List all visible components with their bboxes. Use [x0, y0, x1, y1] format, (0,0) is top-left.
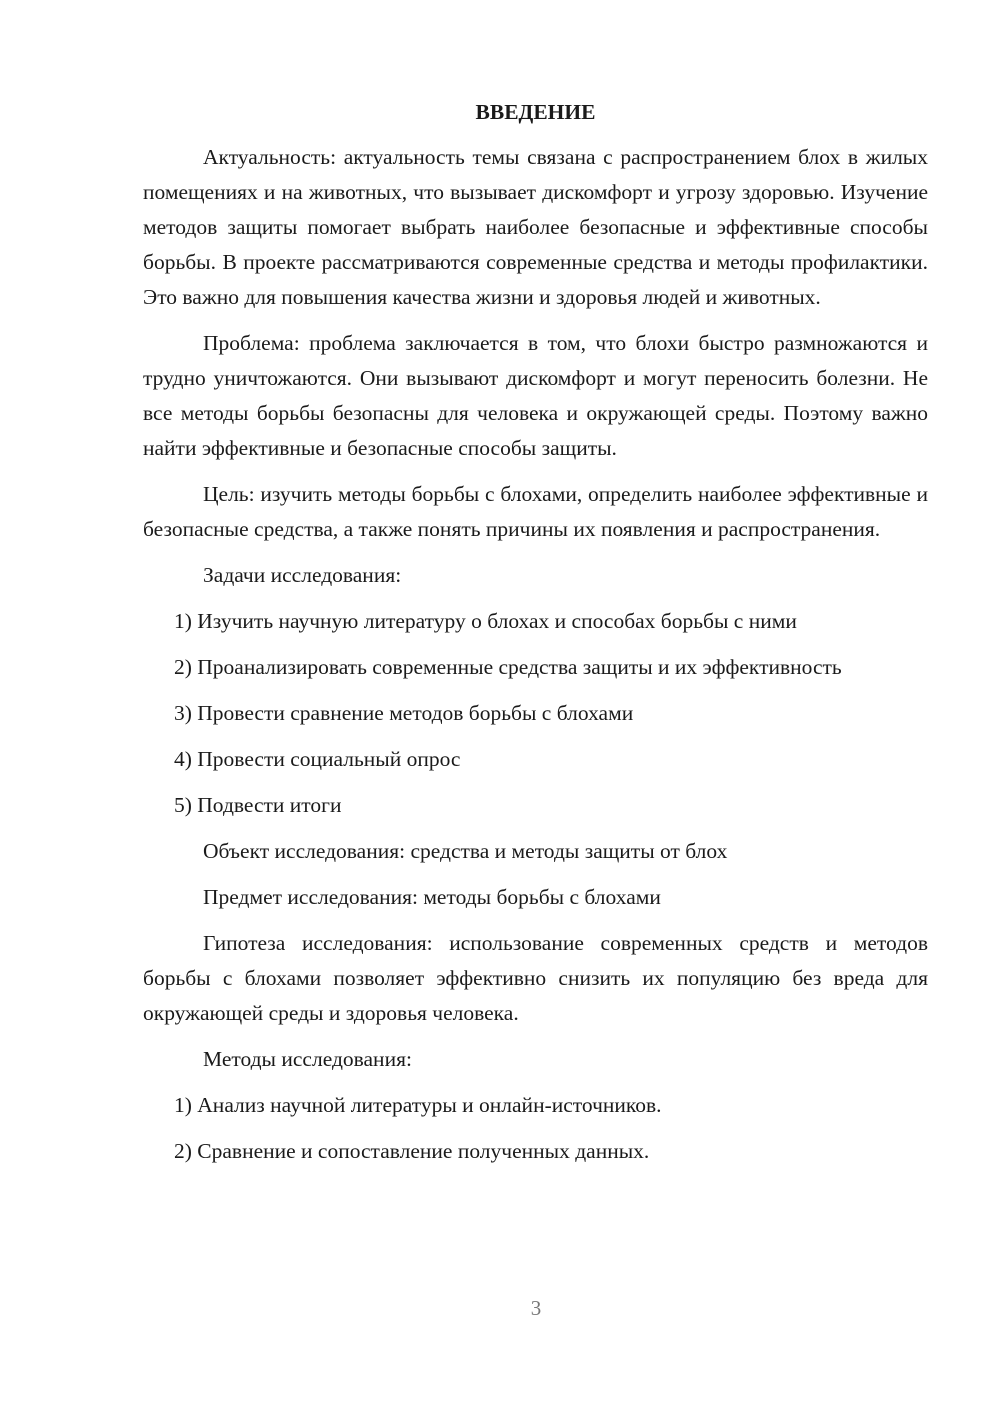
goal-paragraph: Цель: изучить методы борьбы с блохами, определить наиболее эффективные и безопасные средства, а также понять причины их появления и распространения.: [143, 482, 928, 541]
page-number: 3: [530, 1296, 542, 1320]
section-title: ВВЕДЕНИЕ: [475, 100, 596, 124]
method-item: 2) Сравнение и сопоставление полученных данных.: [174, 1139, 650, 1163]
task-item: 1) Изучить научную литературу о блохах и способах борьбы с ними: [174, 609, 797, 633]
object-paragraph: Объект исследования: средства и методы защиты от блох: [203, 839, 728, 863]
relevance-paragraph: Актуальность: актуальность темы связана с распространением блох в жилых помещениях и на животных, что вызывает дискомфорт и угрозу здоровью. Изучение методов защиты помогает выбрать наиболее безопасные и эффективные способы борьбы. В проекте рассматриваются современные средства и методы профилактики. Это важно для повышения качества жизни и здоровья людей и животных.: [143, 145, 928, 309]
method-item: 1) Анализ научной литературы и онлайн-источников.: [174, 1093, 662, 1117]
task-item: 3) Провести сравнение методов борьбы с блохами: [174, 701, 634, 725]
methods-heading: Методы исследования:: [203, 1047, 412, 1071]
document-page: [143, 95, 928, 1180]
task-item: 4) Провести социальный опрос: [174, 747, 461, 771]
problem-paragraph: Проблема: проблема заключается в том, что блохи быстро размножаются и трудно уничтожаются. Они вызывают дискомфорт и могут переносить болезни. Не все методы борьбы безопасны для человека и окружающей среды. Поэтому важно найти эффективные и безопасные способы защиты.: [143, 331, 928, 460]
hypothesis-paragraph: Гипотеза исследования: использование современных средств и методов борьбы с блохами позволяет эффективно снизить их популяцию без вреда для окружающей среды и здоровья человека.: [143, 931, 928, 1025]
task-item: 5) Подвести итоги: [174, 793, 342, 817]
tasks-heading: Задачи исследования:: [203, 563, 402, 587]
subject-paragraph: Предмет исследования: методы борьбы с блохами: [203, 885, 661, 909]
task-item: 2) Проанализировать современные средства защиты и их эффективность: [174, 655, 842, 679]
